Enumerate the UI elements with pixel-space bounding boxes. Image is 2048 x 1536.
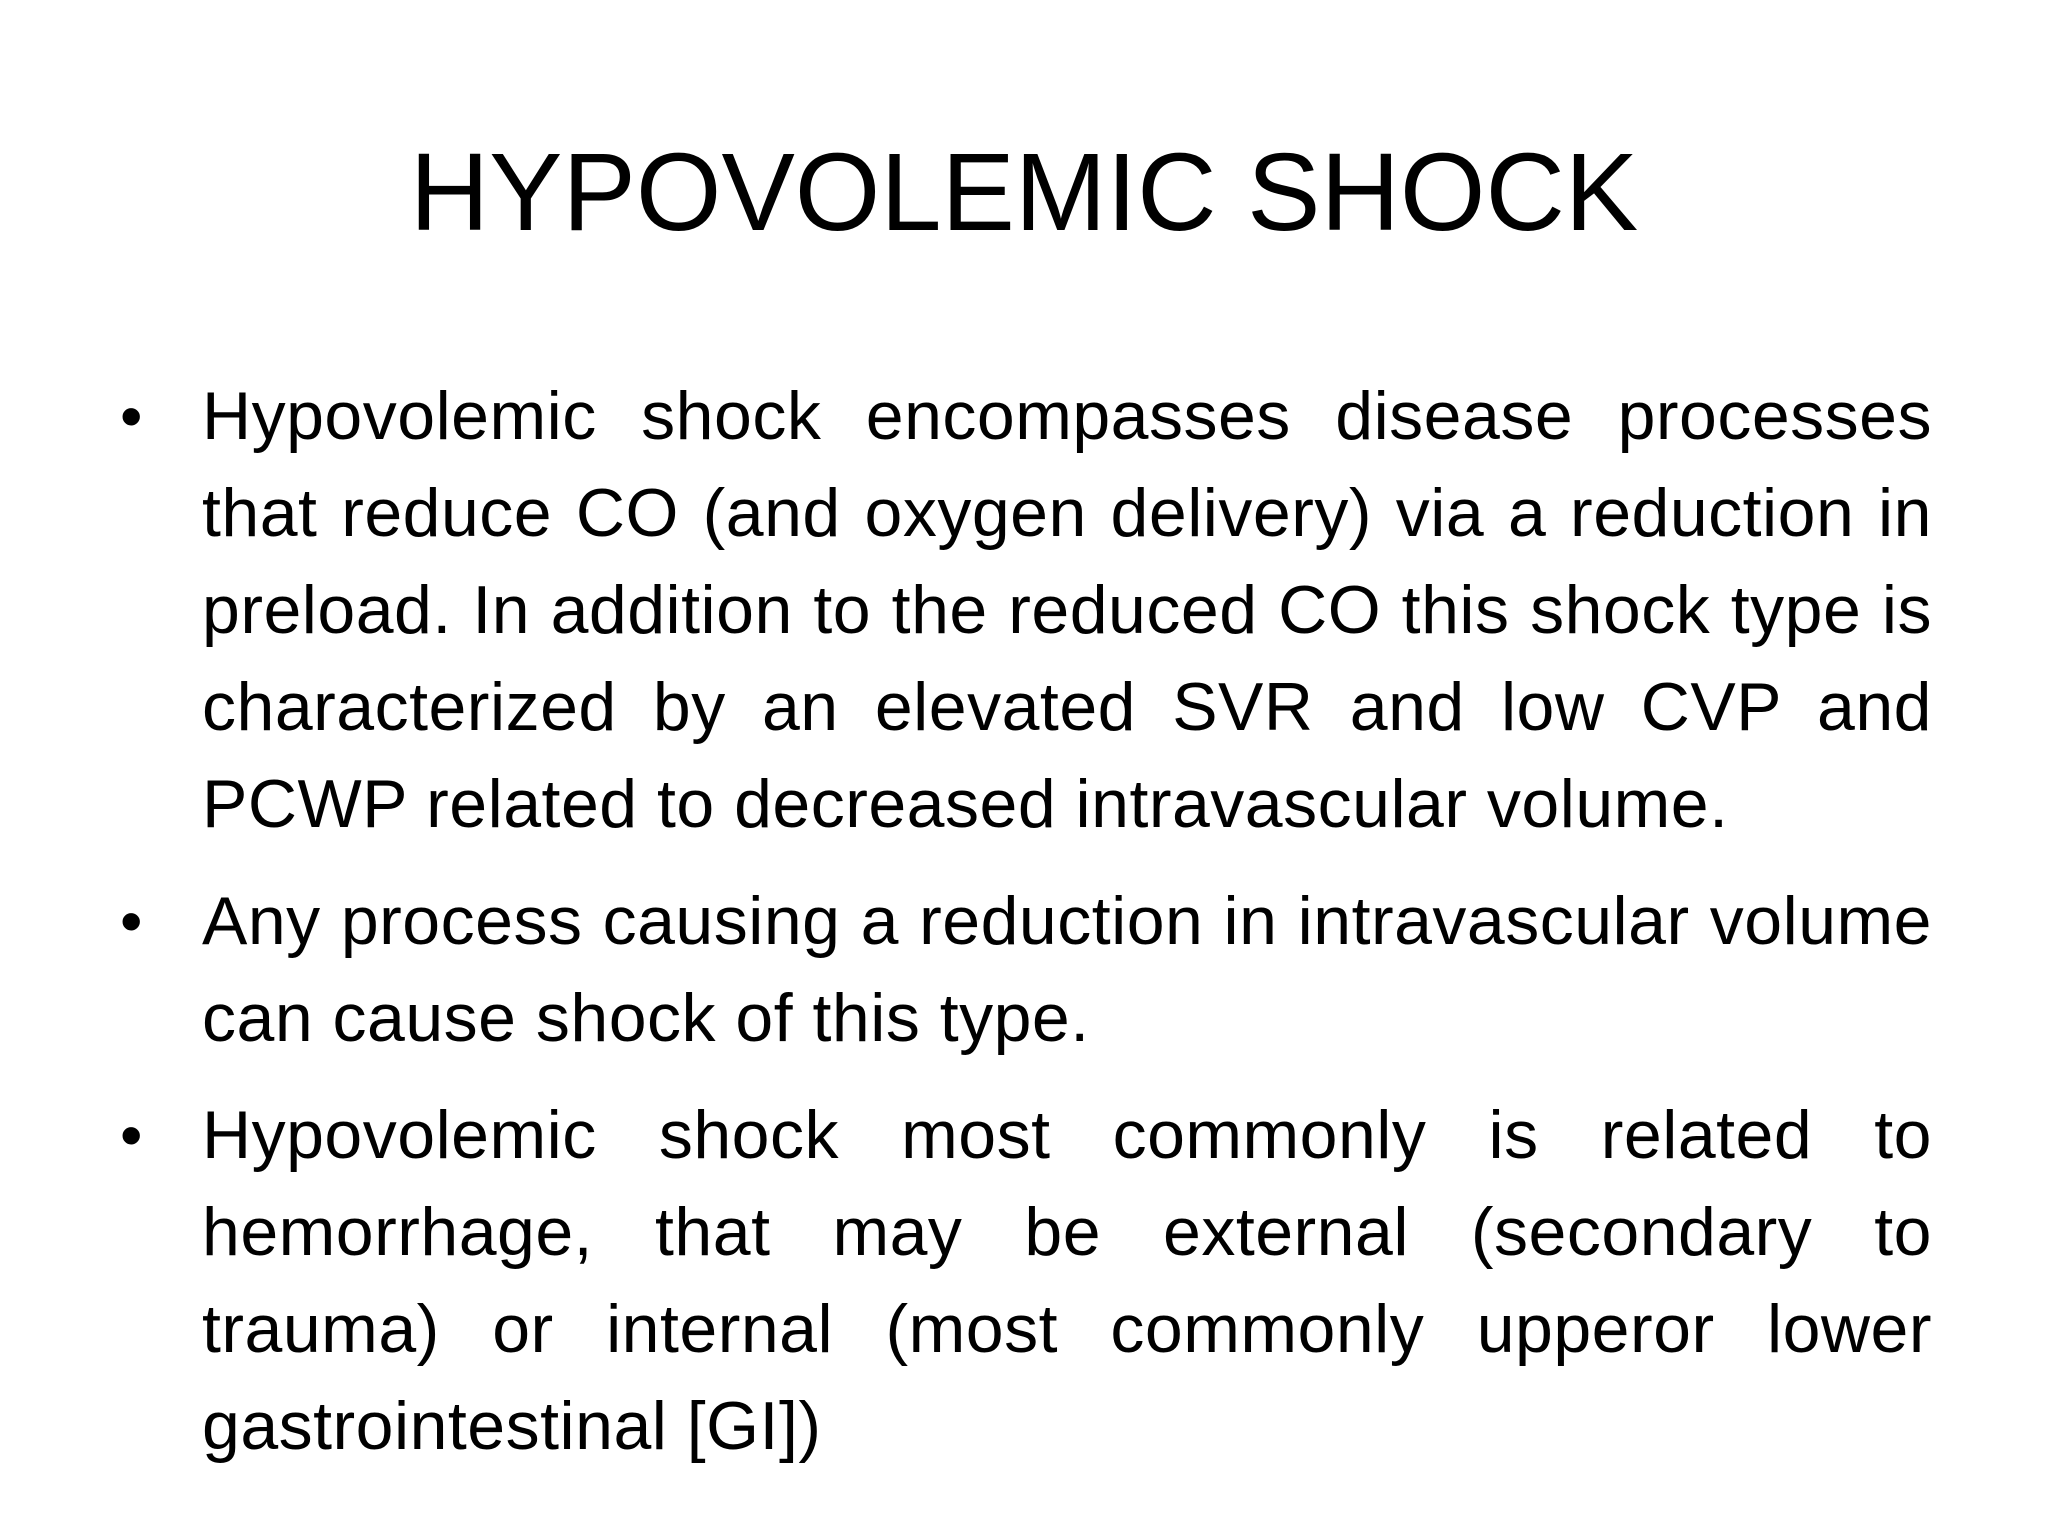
bullet-list	[120, 368, 1932, 1495]
slide-title: HYPOVOLEMIC SHOCK	[409, 131, 1639, 254]
bullet-dot-icon: •	[120, 885, 143, 957]
bullet-item	[120, 873, 1932, 1067]
bullet-text: Hypovolemic shock most commonly is related to hemorrhage, that may be external (secondary to trauma) or internal (most commonly upperor lower gastrointestinal [GI])	[202, 1097, 1932, 1464]
bullet-dot-icon: •	[120, 1099, 143, 1171]
bullet-dot-icon: •	[120, 380, 143, 452]
bullet-text: Hypovolemic shock encompasses disease processes that reduce CO (and oxygen delivery) via a reduction in preload. In addition to the reduced CO this shock type is characterized by an elevated SVR and low CVP and PCWP related to decreased intravascular volume.	[202, 378, 1932, 842]
bullet-text: Any process causing a reduction in intravascular volume can cause shock of this type.	[202, 883, 1932, 1056]
bullet-item	[120, 368, 1932, 853]
bullet-item	[120, 1087, 1932, 1475]
